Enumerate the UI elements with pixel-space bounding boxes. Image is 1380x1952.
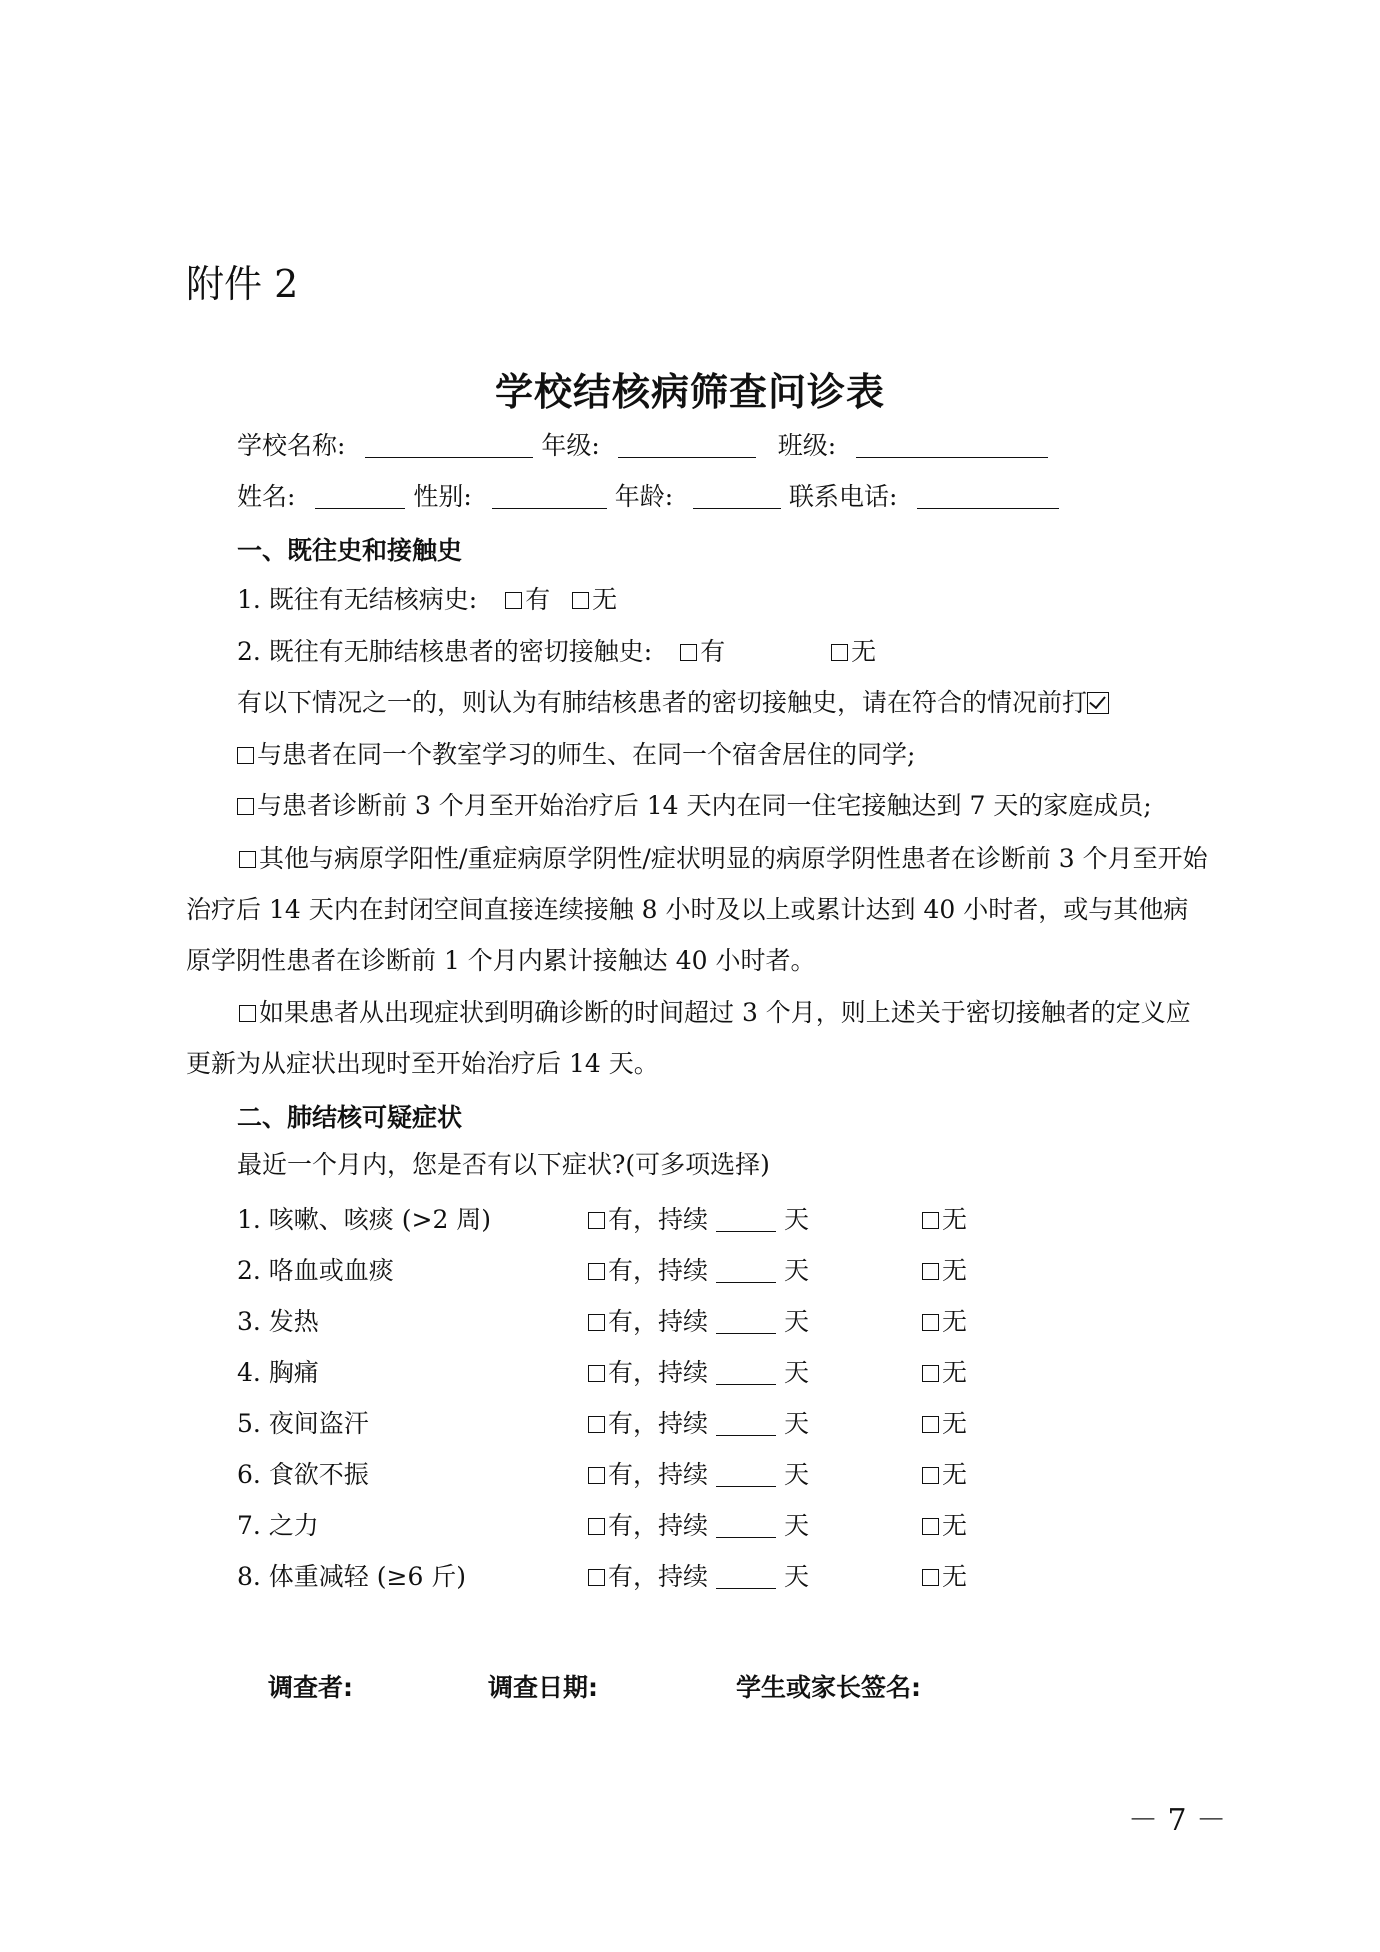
- phone-field[interactable]: [917, 484, 1059, 509]
- symptom-yes-option: [588, 1455, 809, 1491]
- option-no-label: 无: [592, 585, 618, 614]
- duration-field[interactable]: [716, 1411, 776, 1436]
- symptom-yes-option: [588, 1404, 809, 1440]
- symptom-no-option: [922, 1455, 967, 1491]
- symptoms-intro: 最近一个月内，您是否有以下症状?(可多项选择): [237, 1150, 770, 1179]
- school-name-field[interactable]: [365, 433, 533, 458]
- option-yes-label: 有，持续: [608, 1460, 709, 1489]
- checkbox[interactable]: [588, 1416, 605, 1433]
- duration-field[interactable]: [716, 1258, 776, 1283]
- condition-text: 其他与病原学阳性/重症病原学阴性/症状明显的病原学阴性患者在诊断前 3 个月至开始治疗后 14 天内在封闭空间直接连续接触 8 小时及以上或累计达到 40 小时者，或与其他病原学阴性患者在诊断前 1 个月内累计接触达 40 小时者。: [186, 844, 1208, 975]
- checkbox[interactable]: [922, 1569, 939, 1586]
- age-label: 年龄:: [614, 482, 674, 511]
- symptom-yes-option: [588, 1302, 809, 1338]
- header-row-1: [237, 430, 1048, 462]
- option-no-label: 无: [942, 1409, 968, 1438]
- option-yes-label: 有: [525, 585, 551, 614]
- unit-label: 天: [784, 1307, 810, 1336]
- checked-box-icon: [1087, 692, 1109, 714]
- unit-label: 天: [784, 1562, 810, 1591]
- condition-item: [237, 739, 915, 771]
- checkbox[interactable]: [922, 1467, 939, 1484]
- name-label: 姓名:: [237, 482, 296, 511]
- option-yes-label: 有，持续: [608, 1409, 709, 1438]
- duration-field[interactable]: [716, 1360, 776, 1385]
- checkbox[interactable]: [505, 592, 522, 609]
- condition-item: [186, 833, 1211, 986]
- class-label: 班级:: [777, 431, 837, 460]
- checkbox[interactable]: [922, 1314, 939, 1331]
- option-no-label: 无: [942, 1511, 968, 1540]
- checkbox[interactable]: [922, 1416, 939, 1433]
- symptom-label: 7. 之力: [237, 1511, 319, 1540]
- question-contact-history: [237, 636, 876, 668]
- contact-instruction: [237, 687, 1109, 719]
- checkbox[interactable]: [588, 1467, 605, 1484]
- gender-label: 性别:: [413, 482, 472, 511]
- option-yes-label: 有: [700, 637, 726, 666]
- option-no-label: 无: [851, 637, 877, 666]
- signature-label: 学生或家长签名:: [736, 1673, 921, 1702]
- condition-item: [186, 987, 1211, 1089]
- duration-field[interactable]: [716, 1513, 776, 1538]
- section-heading-symptoms: 二、肺结核可疑症状: [237, 1103, 463, 1132]
- phone-label: 联系电话:: [789, 482, 898, 511]
- checkbox[interactable]: [831, 644, 848, 661]
- option-yes-label: 有，持续: [608, 1511, 709, 1540]
- option-yes-label: 有，持续: [608, 1205, 709, 1234]
- symptom-label: 2. 咯血或血痰: [237, 1256, 394, 1285]
- option-yes-label: 有，持续: [608, 1256, 709, 1285]
- symptom-yes-option: [588, 1200, 809, 1236]
- condition-text: 与患者诊断前 3 个月至开始治疗后 14 天内在同一住宅接触达到 7 天的家庭成员;: [257, 791, 1152, 820]
- symptom-label: 1. 咳嗽、咳痰 (>2 周): [237, 1205, 492, 1234]
- checkbox[interactable]: [588, 1365, 605, 1382]
- section-heading-history: 一、既往史和接触史: [237, 536, 463, 565]
- symptom-no-option: [922, 1557, 967, 1593]
- grade-field[interactable]: [618, 433, 756, 458]
- unit-label: 天: [784, 1358, 810, 1387]
- option-yes-label: 有，持续: [608, 1562, 709, 1591]
- attachment-label: 附件 2: [186, 262, 299, 306]
- option-yes-label: 有，持续: [608, 1307, 709, 1336]
- question-text: 1. 既往有无结核病史:: [237, 585, 478, 614]
- name-field[interactable]: [315, 484, 405, 509]
- unit-label: 天: [784, 1409, 810, 1438]
- symptom-no-option: [922, 1506, 967, 1542]
- condition-item: [237, 790, 1152, 822]
- symptom-label: 3. 发热: [237, 1307, 319, 1336]
- checkbox[interactable]: [680, 644, 697, 661]
- duration-field[interactable]: [716, 1309, 776, 1334]
- symptom-yes-option: [588, 1557, 809, 1593]
- checkbox[interactable]: [922, 1518, 939, 1535]
- instruction-text: 有以下情况之一的，则认为有肺结核患者的密切接触史，请在符合的情况前打: [237, 688, 1088, 717]
- grade-label: 年级:: [541, 431, 600, 460]
- survey-date-label: 调查日期:: [488, 1673, 598, 1702]
- question-tb-history: [237, 584, 617, 616]
- duration-field[interactable]: [716, 1564, 776, 1589]
- symptom-no-option: [922, 1404, 967, 1440]
- checkbox[interactable]: [588, 1263, 605, 1280]
- checkbox[interactable]: [922, 1365, 939, 1382]
- checkbox[interactable]: [588, 1314, 605, 1331]
- checkbox[interactable]: [239, 851, 256, 868]
- unit-label: 天: [784, 1511, 810, 1540]
- school-label: 学校名称:: [237, 431, 346, 460]
- symptom-yes-option: [588, 1251, 809, 1287]
- condition-text: 如果患者从出现症状到明确诊断的时间超过 3 个月，则上述关于密切接触者的定义应更新为从症状出现时至开始治疗后 14 天。: [186, 998, 1191, 1078]
- checkbox[interactable]: [572, 592, 589, 609]
- symptom-label: 4. 胸痛: [237, 1358, 319, 1387]
- checkbox[interactable]: [588, 1212, 605, 1229]
- symptom-label: 8. 体重减轻 (≥6 斤): [237, 1562, 467, 1591]
- checkbox[interactable]: [588, 1518, 605, 1535]
- checkbox[interactable]: [588, 1569, 605, 1586]
- gender-field[interactable]: [492, 484, 607, 509]
- option-no-label: 无: [942, 1205, 968, 1234]
- investigator-label: 调查者:: [268, 1673, 353, 1702]
- duration-field[interactable]: [716, 1207, 776, 1232]
- symptom-yes-option: [588, 1353, 809, 1389]
- symptom-yes-option: [588, 1506, 809, 1542]
- checkbox[interactable]: [237, 798, 254, 815]
- symptom-label: 6. 食欲不振: [237, 1460, 369, 1489]
- option-no-label: 无: [942, 1460, 968, 1489]
- checkbox[interactable]: [239, 1005, 256, 1022]
- unit-label: 天: [784, 1460, 810, 1489]
- unit-label: 天: [784, 1256, 810, 1285]
- option-no-label: 无: [942, 1562, 968, 1591]
- option-no-label: 无: [942, 1256, 968, 1285]
- header-row-2: [237, 481, 1059, 513]
- option-no-label: 无: [942, 1307, 968, 1336]
- symptom-no-option: [922, 1200, 967, 1236]
- checkbox[interactable]: [922, 1212, 939, 1229]
- option-yes-label: 有，持续: [608, 1358, 709, 1387]
- page-title: 学校结核病筛查问诊表: [494, 369, 885, 414]
- age-field[interactable]: [693, 484, 781, 509]
- duration-field[interactable]: [716, 1462, 776, 1487]
- checkbox[interactable]: [237, 747, 254, 764]
- class-field[interactable]: [856, 433, 1048, 458]
- unit-label: 天: [784, 1205, 810, 1234]
- checkbox[interactable]: [922, 1263, 939, 1280]
- option-no-label: 无: [942, 1358, 968, 1387]
- symptom-no-option: [922, 1251, 967, 1287]
- condition-text: 与患者在同一个教室学习的师生、在同一个宿舍居住的同学;: [257, 740, 916, 769]
- question-text: 2. 既往有无肺结核患者的密切接触史:: [237, 637, 653, 666]
- symptom-no-option: [922, 1353, 967, 1389]
- symptom-no-option: [922, 1302, 967, 1338]
- page-number: － 7 －: [1128, 1803, 1227, 1838]
- symptom-label: 5. 夜间盗汗: [237, 1409, 369, 1438]
